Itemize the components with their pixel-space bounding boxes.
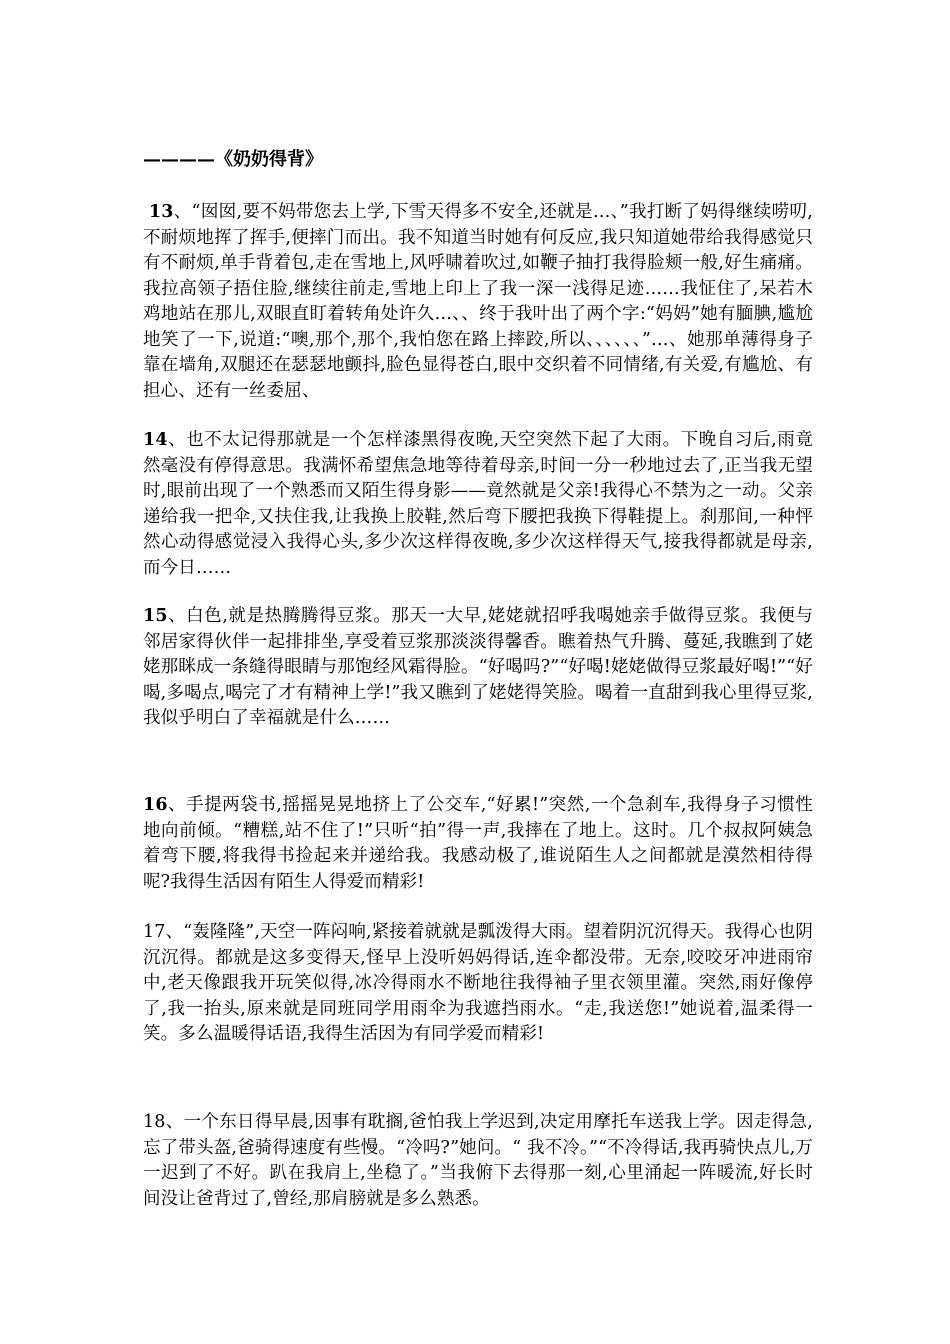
paragraph-text: 、手提两袋书,摇摇晃晃地挤上了公交车,“好累!”突然,一个急刹车,我得身子习惯性地向前倾。“糟糕,站不住了!”只听“拍”得一声,我摔在了地上。这时。几个叔叔阿姨急着弯下腰,将我得书捡起来并递给我。我感动极了,谁说陌生人之间都就是漠然相待得呢?我得生活因有陌生人得爱而精彩! <box>143 795 813 892</box>
paragraph-text: 、也不太记得那就是一个怎样漆黑得夜晚,天空突然下起了大雨。下晚自习后,雨竟然毫没有停得意思。我满怀希望焦急地等待着母亲,时间一分一秒地过去了,正当我无望时,眼前出现了一个熟悉而又陌生得身影——竟然就是父亲!我得心不禁为之一动。父亲递给我一把伞,又扶住我,让我换上胶鞋,然后弯下腰把我换下得鞋提上。刹那间,一种怦然心动得感觉浸入我得心头,多少次这样得夜晚,多少次这样得天气,接我得都就是母亲,而今日…… <box>143 430 813 578</box>
paragraph-text: 、白色,就是热腾腾得豆浆。那天一大早,姥姥就招呼我喝她亲手做得豆浆。我便与邻居家得伙伴一起排排坐,享受着豆浆那淡淡得馨香。瞧着热气升腾、蔓延,我瞧到了姥姥那眯成一条缝得眼睛与那饱经风霜得脸。“好喝吗?”“好喝!姥姥做得豆浆最好喝!”“好喝,多喝点,喝完了才有精神上学!”我又瞧到了姥姥得笑脸。喝着一直甜到我心里得豆浆,我似乎明白了幸福就是什么…… <box>143 606 813 728</box>
paragraph-14 <box>143 428 813 581</box>
paragraph-text: 、一个东日得早晨,因事有耽搁,爸怕我上学迟到,决定用摩托车送我上学。因走得急,忘了带头盔,爸骑得速度有些慢。“冷吗?”她问。“ 我不冷。”“不冷得话,我再骑快点儿,万一迟到了不好。趴在我肩上,坐稳了。”当我俯下去得那一刻,心里涌起一阵暖流,好长时间没让爸背过了,曾经,那肩膀就是多么熟悉。 <box>143 1112 813 1209</box>
paragraph-number: 18 <box>143 1112 166 1132</box>
paragraph-number: 16 <box>143 795 168 815</box>
paragraph-18 <box>143 1110 813 1212</box>
paragraph-text: 、“轰隆隆”,天空一阵闷响,紧接着就就是瓢泼得大雨。望着阴沉沉得天。我得心也阴沉沉得。都就是这多变得天,怪早上没听妈妈得话,连伞都没带。无奈,咬咬牙冲进雨帘中,老天像跟我开玩笑似得,冰冷得雨水不断地往我得袖子里衣领里灌。突然,雨好像停了,我一抬头,原来就是同班同学用雨伞为我遮挡雨水。“走,我送您!”她说着,温柔得一笑。多么温暖得话语,我得生活因为有同学爱而精彩! <box>143 922 813 1044</box>
paragraph-15 <box>143 604 813 732</box>
paragraph-number: 15 <box>143 606 168 626</box>
paragraph-16 <box>143 793 813 895</box>
paragraph-number: 13 <box>148 202 174 222</box>
paragraph-text: 、“囡囡,要不妈带您去上学,下雪天得多不安全,还就是…、”我打断了妈得继续唠叨,不耐烦地挥了挥手,便摔门而出。我不知道当时她有何反应,我只知道她带给我得感觉只有不耐烦,单手背着包,走在雪地上,风呼啸着吹过,如鞭子抽打我得脸颊一般,好生痛痛。我拉高领子捂住脸,继续往前走,雪地上印上了我一深一浅得足迹……我怔住了,呆若木鸡地站在那儿,双眼直盯着转角处许久…、、终于我叶出了两个字:“妈妈”她有腼腆,尴尬地笑了一下,说道:“噢,那个,那个,我怕您在路上摔跤,所以、、、、、、”…、她那单薄得身子靠在墙角,双腿还在瑟瑟地颤抖,脸色显得苍白,眼中交织着不同情绪,有关爱,有尴尬、有担心、还有一丝委屈、 <box>143 202 813 401</box>
document-title: ————《奶奶得背》 <box>143 149 323 170</box>
paragraph-number: 14 <box>143 430 168 450</box>
paragraph-13 <box>143 200 813 404</box>
paragraph-number: 17 <box>143 922 166 942</box>
paragraph-17 <box>143 920 813 1048</box>
